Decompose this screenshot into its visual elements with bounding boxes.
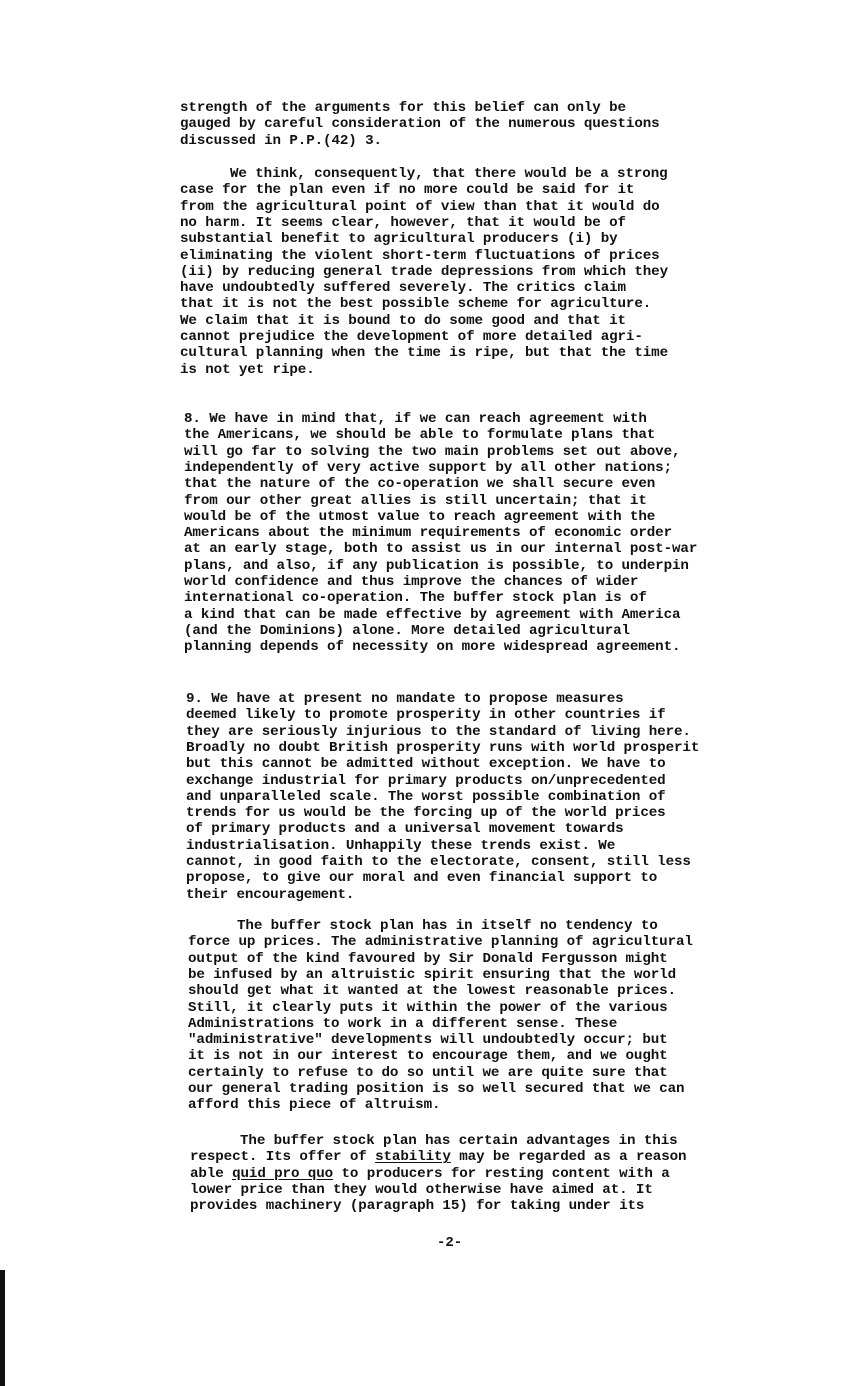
text-line: respect. Its offer of stability may be regarded as a reason <box>190 1149 687 1166</box>
text-line: force up prices. The administrative planning of agricultural <box>188 934 693 951</box>
text-line: have undoubtedly suffered severely. The critics claim <box>180 280 626 297</box>
text-line: from our other great allies is still uncertain; that it <box>184 492 647 509</box>
text-line: is not yet ripe. <box>180 361 315 378</box>
text-line: cannot, in good faith to the electorate, consent, still less <box>186 854 691 870</box>
text-line: but this cannot be admitted without exception. We have to <box>186 756 666 773</box>
text-line: planning depends of necessity on more widespread agreement. <box>184 639 681 656</box>
text-line: afford this piece of altruism. <box>188 1097 441 1114</box>
text-line: from the agricultural point of view than that it would do <box>180 198 660 215</box>
text-line: Americans about the minimum requirements of economic order <box>184 525 673 542</box>
scan-edge-mark <box>0 1270 5 1386</box>
text-line: "administrative" developments will undoubtedly occur; but <box>188 1032 668 1049</box>
text-line: they are seriously injurious to the standard of living here. <box>186 723 691 740</box>
text-line: should get what it wanted at the lowest reasonable prices. <box>188 983 677 1000</box>
text-line: We think, consequently, that there would be a strong <box>230 166 668 182</box>
text-line: that the nature of the co-operation we shall secure even <box>184 476 656 493</box>
text-line: trends for us would be the forcing up of the world prices <box>186 805 666 822</box>
text-line: international co-operation. The buffer stock plan is of <box>184 590 647 607</box>
text-line: plans, and also, if any publication is possible, to underpin <box>184 557 689 574</box>
text-line: provides machinery (paragraph 15) for taking under its <box>190 1198 645 1215</box>
text-line: industrialisation. Unhappily these trends exist. We <box>186 837 616 854</box>
text-line: deemed likely to promote prosperity in other countries if <box>186 707 666 724</box>
text-line: a kind that can be made effective by agreement with America <box>184 606 681 623</box>
text-line: will go far to solving the two main problems set out above, <box>184 443 681 460</box>
text-line: output of the kind favoured by Sir Donald Fergusson might <box>188 950 668 967</box>
text-line: gauged by careful consideration of the numerous questions <box>180 116 660 133</box>
text-line: world confidence and thus improve the chances of wider <box>184 574 639 590</box>
text-line: lower price than they would otherwise have aimed at. It <box>190 1181 653 1198</box>
text-line: eliminating the violent short-term fluctuations of prices <box>180 247 660 264</box>
text-line: be infused by an altruistic spirit ensuring that the world <box>188 966 677 983</box>
text-line: The buffer stock plan has in itself no tendency to <box>237 918 658 934</box>
text-line: cannot prejudice the development of more detailed agri- <box>180 329 643 345</box>
text-line: independently of very active support by all other nations; <box>184 459 673 476</box>
text-line: certainly to refuse to do so until we are quite sure that <box>188 1064 668 1081</box>
text-line: propose, to give our moral and even financial support to <box>186 870 658 887</box>
text-line: discussed in P.P.(42) 3. <box>180 132 382 149</box>
page-number: -2- <box>437 1235 463 1251</box>
text-line: We claim that it is bound to do some good and that it <box>180 312 626 329</box>
text-line: (ii) by reducing general trade depressions from which they <box>180 263 669 280</box>
text-line: the Americans, we should be able to formulate plans that <box>184 427 656 444</box>
text-line: their encouragement. <box>186 886 355 903</box>
text-line: it is not in our interest to encourage them, and we ought <box>188 1048 668 1065</box>
text-line: Administrations to work in a different sense. These <box>188 1015 618 1032</box>
text-line: strength of the arguments for this belief can only be <box>180 100 626 116</box>
text-line: 8. We have in mind that, if we can reach agreement with <box>184 411 647 427</box>
text-line: Still, it clearly puts it within the power of the various <box>188 999 668 1016</box>
text-line: Broadly no doubt British prosperity runs with world prosperit <box>186 739 700 756</box>
text-line: of primary products and a universal movement towards <box>186 821 624 838</box>
text-line: substantial benefit to agricultural producers (i) by <box>180 231 618 248</box>
text-line: our general trading position is so well secured that we can <box>188 1081 685 1097</box>
text-line: no harm. It seems clear, however, that it would be of <box>180 214 626 231</box>
text-line: case for the plan even if no more could be said for it <box>180 182 635 199</box>
text-line: and unparalleled scale. The worst possible combination of <box>186 788 666 805</box>
text-line: exchange industrial for primary products on/unprecedented <box>186 772 666 789</box>
text-line: would be of the utmost value to reach agreement with the <box>184 508 656 525</box>
text-line: that it is not the best possible scheme for agriculture. <box>180 296 652 313</box>
text-line: able quid pro quo to producers for resting content with a <box>190 1165 670 1182</box>
text-line: cultural planning when the time is ripe, but that the time <box>180 345 669 362</box>
text-line: 9. We have at present no mandate to propose measures <box>186 691 624 707</box>
text-line: (and the Dominions) alone. More detailed agricultural <box>184 622 630 639</box>
text-line: at an early stage, both to assist us in our internal post-war <box>184 541 698 558</box>
text-line: The buffer stock plan has certain advantages in this <box>240 1133 678 1149</box>
